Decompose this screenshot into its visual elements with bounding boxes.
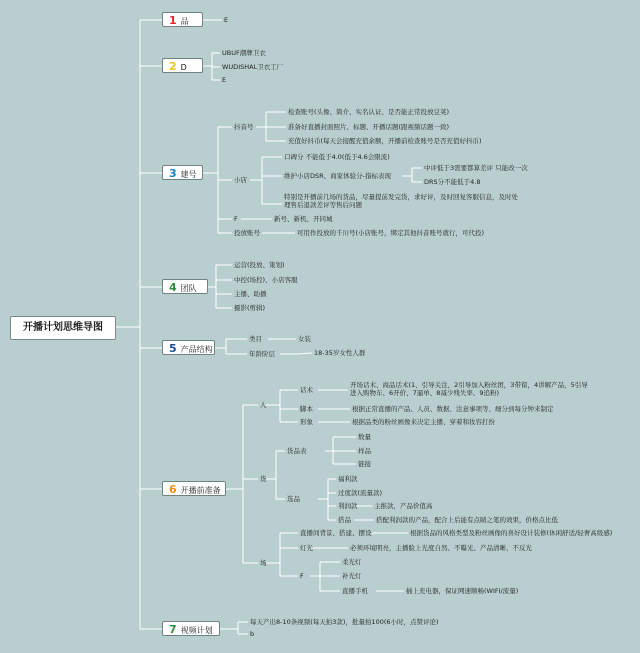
b3-shop-item[interactable]: 维护小店DSR、商家体验分-指标表现 bbox=[284, 172, 391, 180]
b6-matching-label[interactable]: 搭品 bbox=[338, 516, 351, 524]
branch-1-number: 1 bbox=[169, 14, 177, 27]
branch-7-label: 视频计划 bbox=[180, 626, 213, 635]
b6-people-label[interactable]: 人 bbox=[260, 401, 267, 409]
b4-child[interactable]: 主播、助播 bbox=[234, 290, 267, 298]
b3-invest-text[interactable]: 可用作投放的千川号(小店账号，绑定其他抖音账号就行，可代投) bbox=[297, 229, 485, 237]
branch-6-number: 6 bbox=[169, 483, 177, 496]
branch-3-label: 建号 bbox=[180, 170, 197, 179]
b5-age-value[interactable]: 18-35岁女性人群 bbox=[314, 349, 366, 357]
b6-selection-item[interactable]: 过度款(流量款) bbox=[338, 489, 383, 497]
b3-douyin-item[interactable]: 准备好直播封面照片、标题、开播话题(跟视频话题一致) bbox=[288, 123, 450, 131]
b3-douyin-item[interactable]: 检查账号(头像、简介、实名认证、是否能正常投放豆荚) bbox=[288, 108, 450, 116]
b7-child[interactable]: 每天产出8-10条视频(每天拍3款)，批量拍100(6小时，点赞评论) bbox=[250, 618, 439, 626]
b6-matching-text[interactable]: 搭配利润款的产品，配合上后能有点睛之笔的效果，价格点比低 bbox=[376, 516, 558, 524]
branch-2-number: 2 bbox=[169, 60, 177, 73]
b2-child[interactable]: WUDISHAL卫衣工厂 bbox=[222, 63, 284, 71]
b6-light-label[interactable]: 灯光 bbox=[300, 544, 313, 552]
b7-child[interactable]: b bbox=[250, 630, 255, 638]
b6-light-text[interactable]: 必须环境明亮，主播脸上光度自然、不曝光、产品清晰、不反光 bbox=[350, 544, 532, 552]
b6-table-item[interactable]: 样品 bbox=[358, 447, 371, 455]
b6-goods-label[interactable]: 货 bbox=[260, 475, 267, 483]
branch-2-node[interactable] bbox=[162, 58, 203, 73]
b3-f-text[interactable]: 新号、新机、开同城 bbox=[274, 215, 333, 223]
branch-5-number: 5 bbox=[169, 342, 177, 355]
b6-script-label[interactable]: 话术 bbox=[300, 386, 313, 394]
branch-5-label: 产品结构 bbox=[180, 345, 213, 354]
branch-1-node[interactable] bbox=[162, 12, 203, 27]
b6-profit-label[interactable]: 利润款 bbox=[338, 502, 358, 510]
b5-age-label[interactable]: 年龄阶层 bbox=[249, 350, 275, 358]
branch-6-node[interactable] bbox=[162, 481, 226, 496]
b6-venue-f-item[interactable]: 柔光灯 bbox=[342, 558, 362, 566]
b5-category-value[interactable]: 女装 bbox=[298, 335, 311, 343]
b4-child[interactable]: 摄影(剪辑) bbox=[234, 304, 266, 312]
b3-f-label[interactable]: F bbox=[234, 215, 238, 223]
branch-6-label: 开播前准备 bbox=[180, 486, 221, 495]
b6-table-label[interactable]: 货品表 bbox=[287, 447, 307, 455]
b6-table-item[interactable]: 数量 bbox=[358, 433, 371, 441]
b3-shop-item[interactable]: 特别是开播前几场的货品，尽量提前发完货，求好评，及时回复客服信息，及时处理售后退款差评等售后问题 bbox=[284, 193, 518, 209]
b6-room-text[interactable]: 根据货品的风格类型及粉丝画像的喜好设计装修(休闲舒适/轻奢高级感) bbox=[410, 529, 613, 537]
b3-dsr-item[interactable]: 中评低于3需要都算差评 只能改一次 bbox=[424, 164, 528, 172]
b6-venue-f-label[interactable]: F bbox=[300, 572, 304, 580]
b6-playbook-label[interactable]: 脚本 bbox=[300, 405, 313, 413]
b3-dsr-item[interactable]: DRS分不能低于4.8 bbox=[424, 178, 481, 186]
branch-1-label: 品 bbox=[180, 17, 189, 26]
b1-child[interactable]: E bbox=[224, 16, 229, 24]
b6-image-label[interactable]: 形象 bbox=[300, 418, 313, 426]
branch-4-node[interactable] bbox=[162, 279, 208, 294]
b3-invest-label[interactable]: 投放账号 bbox=[234, 229, 260, 237]
b6-script-text[interactable]: 开场话术、商品话术(1、引导关注，2引导加入粉丝团，3带留，4讲解产品，5引导进入购物车、6开价、7逼单、8减少残失率、9追粉) bbox=[350, 381, 588, 397]
root-node[interactable]: 开播计划思维导图 bbox=[10, 316, 116, 340]
b4-child[interactable]: 运营(投放、策划) bbox=[234, 261, 285, 269]
b6-table-item[interactable]: 链接 bbox=[358, 460, 371, 468]
b3-douyin-label[interactable]: 抖音号 bbox=[234, 123, 254, 131]
branch-7-node[interactable] bbox=[162, 621, 220, 636]
b6-image-text[interactable]: 根据品类的粉丝画像来决定主播、穿着和妆容打扮 bbox=[352, 418, 495, 426]
b6-playbook-text[interactable]: 根据正常直播的产品、人员、数据、注意事项等、细分到每分钟来制定 bbox=[352, 405, 554, 413]
branch-2-label: D bbox=[180, 63, 187, 72]
b3-douyin-item[interactable]: 充值好抖币(每天会接醒充值余额，开播前检查账号是否充值好抖币) bbox=[288, 137, 482, 145]
b3-shop-label[interactable]: 小店 bbox=[234, 176, 247, 184]
b2-child[interactable]: E bbox=[222, 76, 227, 84]
branch-7-number: 7 bbox=[169, 623, 177, 636]
b6-phone-label[interactable]: 直播手机 bbox=[342, 587, 368, 595]
branch-4-label: 团队 bbox=[180, 284, 197, 293]
b6-venue-f-item[interactable]: 补光灯 bbox=[342, 572, 362, 580]
b6-room-label[interactable]: 直播间背景、搭建、摆设 bbox=[300, 529, 372, 537]
b6-selection-label[interactable]: 选品 bbox=[287, 495, 300, 503]
b6-venue-label[interactable]: 场 bbox=[260, 559, 267, 567]
branch-5-node[interactable] bbox=[162, 340, 215, 355]
b5-category-label[interactable]: 类目 bbox=[249, 335, 262, 343]
b4-child[interactable]: 中控(场控)、小店客服 bbox=[234, 276, 298, 284]
b6-profit-text[interactable]: 主推款，产品价值高 bbox=[374, 502, 433, 510]
b6-phone-text[interactable]: 插上充电器，保证网速顺畅(WIFI/流量) bbox=[406, 587, 519, 595]
branch-4-number: 4 bbox=[169, 281, 177, 294]
b6-selection-item[interactable]: 福利款 bbox=[338, 475, 358, 483]
branch-3-number: 3 bbox=[169, 167, 177, 180]
b3-shop-item[interactable]: 口碑分 不能低于4.0(低于4.6会限流) bbox=[284, 153, 390, 161]
b2-child[interactable]: UBUF潮牌卫衣 bbox=[222, 49, 266, 57]
branch-3-node[interactable] bbox=[162, 165, 203, 180]
